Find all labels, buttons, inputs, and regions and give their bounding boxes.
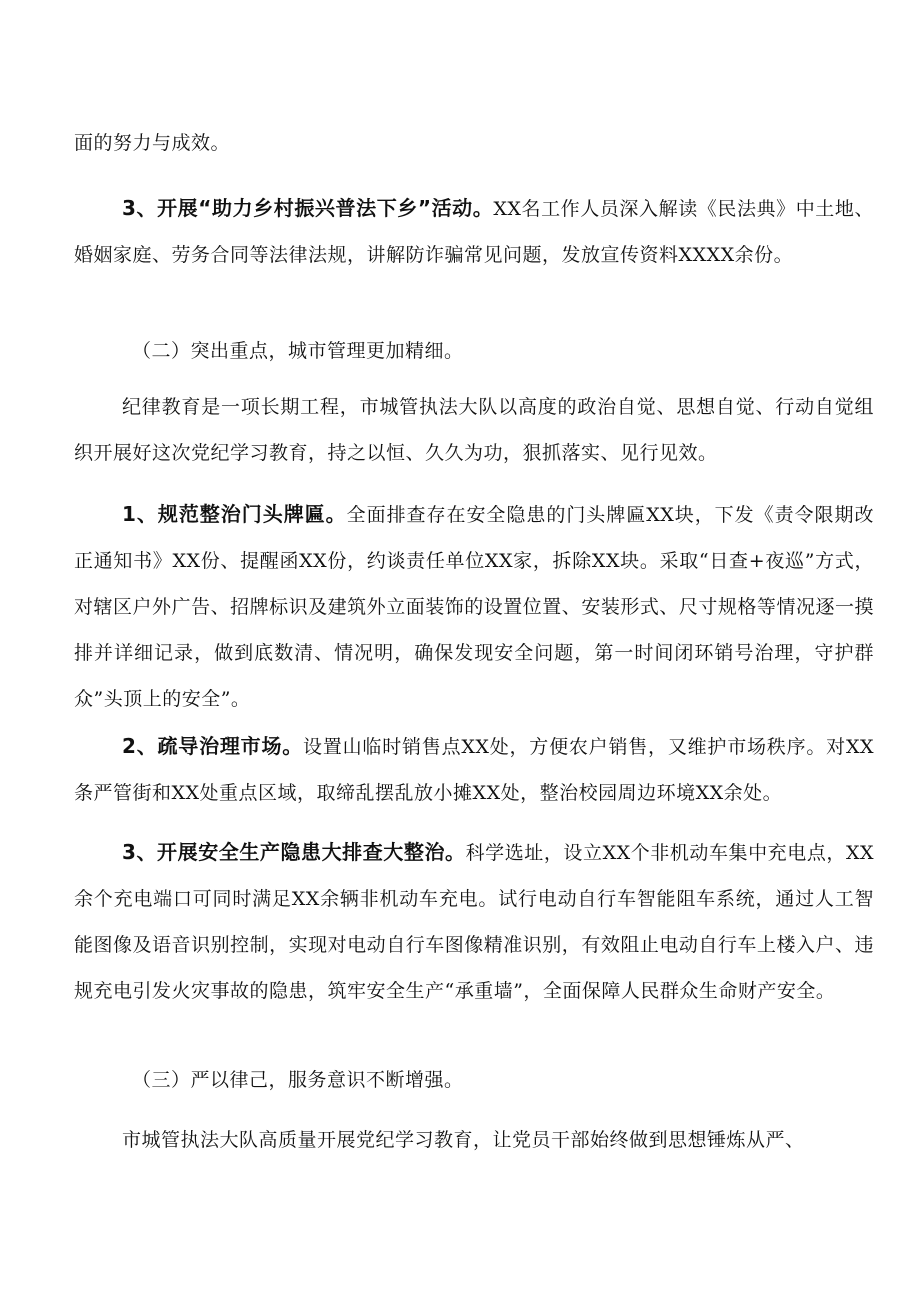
heading-text: （二）突出重点，城市管理更加精细。 (132, 340, 464, 362)
paragraph-text: 纪律教育是一项长期工程，市城管执法大队以高度的政治自觉、思想自觉、行动自觉组织开展好这次党纪学习教育，持之以恒、久久为功，狠抓落实、见行见效。 (74, 396, 874, 464)
paragraph-lead: 3、开展“助力乡村振兴普法下乡”活动。 (122, 196, 494, 220)
paragraph-market (74, 723, 874, 816)
paragraph-lead: 2、疏导治理市场。 (122, 734, 304, 758)
paragraph-lead: 3、开展安全生产隐患大排查大整治。 (122, 840, 466, 864)
paragraph-party-study (74, 1117, 874, 1163)
paragraph-text: XX名工作人员深入解读《民法典》中土地、婚姻家庭、劳务合同等法律法规，讲解防诈骗常见问题，发放宣传资料XXXX余份。 (74, 198, 874, 266)
section-heading-3 (74, 1057, 874, 1103)
paragraph-text: 科学选址，设立XX个非机动车集中充电点，XX余个充电端口可同时满足XX余辆非机动车充电。试行电动自行车智能阻车系统，通过人工智能图像及语音识别控制，实现对电动自行车图像精准识别，有效阻止电动自行车上楼入户、违规充电引发火灾事故的隐患，筑牢安全生产“承重墙”，全面保障人民群众生命财产安全。 (74, 842, 875, 1002)
paragraph-continuation (74, 120, 874, 166)
paragraph-discipline-education (74, 384, 874, 476)
section-heading-2 (74, 328, 874, 374)
paragraph-signboard (74, 491, 874, 722)
paragraph-safety (74, 829, 874, 1014)
paragraph-text: 设置山临时销售点XX处，方便农户销售，又维护市场秩序。对XX条严管街和XX处重点区域，取缔乱摆乱放小摊XX处，整治校园周边环境XX余处。 (74, 736, 875, 804)
paragraph-lead: 1、规范整治门头牌匾。 (122, 502, 347, 526)
paragraph-activity-3 (74, 185, 874, 278)
paragraph-text: 面的努力与成效。 (74, 132, 231, 154)
paragraph-text: 全面排查存在安全隐患的门头牌匾XX块，下发《责令限期改正通知书》XX份、提醒函XX份，约谈责任单位XX家，拆除XX块。采取“日查+夜巡”方式，对辖区户外广告、招牌标识及建筑外立面装饰的设置位置、安装形式、尺寸规格等情况逐一摸排并详细记录，做到底数清、情况明，确保发现安全问题，第一时间闭环销号治理，守护群众”头顶上的安全”。 (74, 504, 874, 710)
paragraph-text: 市城管执法大队高质量开展党纪学习教育，让党员干部始终做到思想锤炼从严、 (122, 1129, 805, 1151)
heading-text: （三）严以律己，服务意识不断增强。 (132, 1069, 464, 1091)
